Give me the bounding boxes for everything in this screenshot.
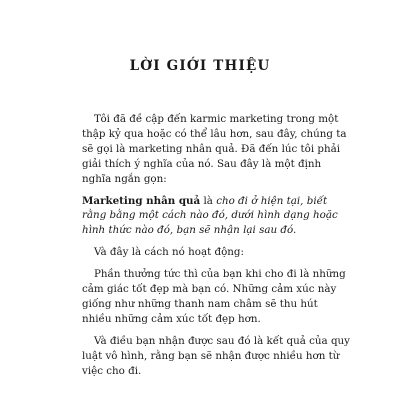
paragraph-intro: Tôi đã đề cập đến karmic marketing trong một thập kỷ qua hoặc có thể lâu hơn, sau đây, chúng ta sẽ gọi là marketing nhân quả. Đã đến lúc tôi phải giải thích ý nghĩa của nó. Sau đây là một định nghĩa ngắn gọn:: [82, 113, 347, 185]
definition-text: cho đi ở hiện tại, biết rằng bằng một cách nào đó, dưới hình dạng hoặc hình thức nào đó, bạn sẽ nhận lại sau đó.: [82, 194, 338, 237]
paragraph-reward: Phần thưởng tức thì của bạn khi cho đi là những cảm giác tốt đẹp mà bạn có. Những cảm xúc này giống như những thanh nam châm sẽ thu hút nhiều những cảm xúc tốt đẹp hơn.: [82, 268, 346, 325]
chapter-title: LỜI GIỚI THIỆU: [129, 58, 271, 74]
definition-term: Marketing nhân quả: [82, 194, 201, 207]
paragraph-result: Và điều bạn nhận được sau đó là kết quả của quy luật vô hình, rằng bạn sẽ nhận được nhiều hơn từ việc cho đi.: [82, 334, 350, 377]
paragraph-definition: [82, 194, 350, 239]
definition-connector: là: [200, 194, 217, 207]
paragraph-how-it-works: Và đây là cách nó hoạt động:: [94, 246, 244, 259]
chapter-body: [82, 112, 350, 386]
